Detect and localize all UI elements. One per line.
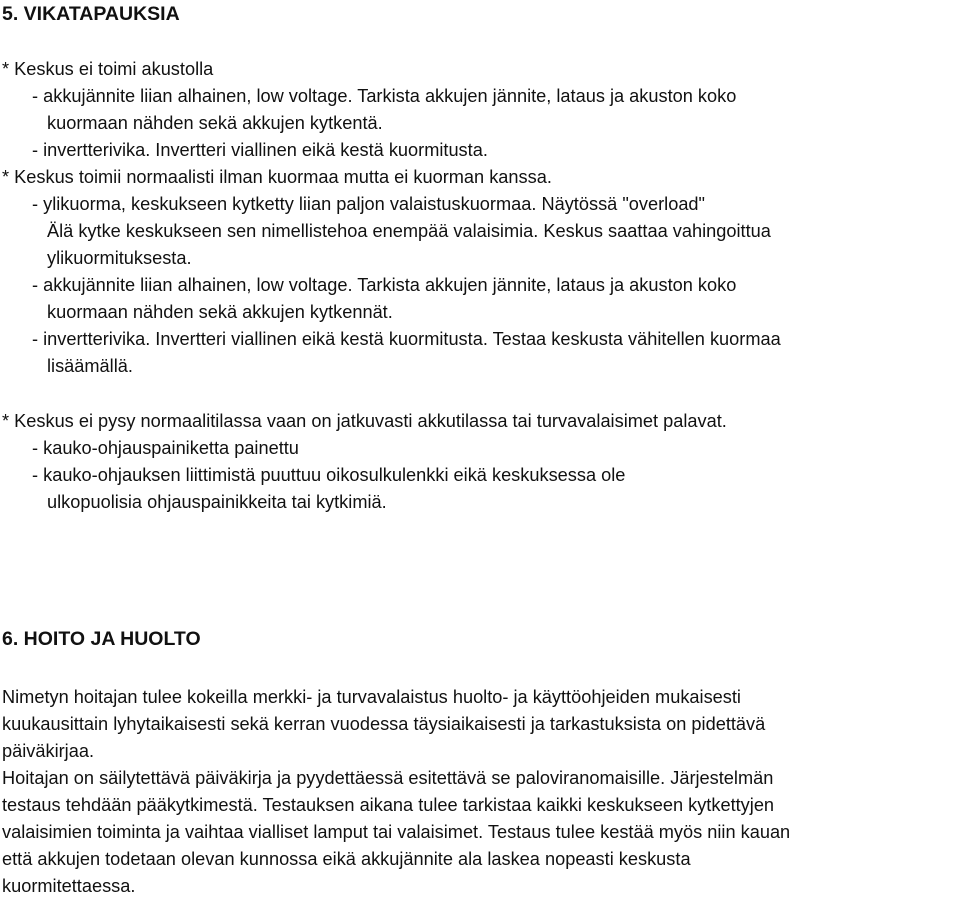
fault-line: - akkujännite liian alhainen, low voltage. Tarkista akkujen jännite, lataus ja akuston koko [32, 86, 737, 106]
maintenance-line: päiväkirjaa. [2, 741, 94, 761]
fault-line: - kauko-ohjauspainiketta painettu [32, 438, 299, 458]
fault-line: ylikuormituksesta. [47, 248, 192, 268]
section-heading-5: 5. VIKATAPAUKSIA [2, 3, 180, 25]
fault-title-1: * Keskus ei toimi akustolla [2, 59, 214, 79]
fault-line: - akkujännite liian alhainen, low voltage. Tarkista akkujen jännite, lataus ja akuston koko [32, 275, 737, 295]
fault-line: - invertterivika. Invertteri viallinen eikä kestä kuormitusta. Testaa keskusta vähitellen kuormaa [32, 329, 781, 349]
maintenance-line: testaus tehdään pääkytkimestä. Testauksen aikana tulee tarkistaa kaikki keskukseen kytkettyjen [2, 795, 775, 815]
fault-line: - kauko-ohjauksen liittimistä puuttuu oikosulkulenkki eikä keskuksessa ole [32, 465, 626, 485]
maintenance-line: Nimetyn hoitajan tulee kokeilla merkki- ja turvavalaistus huolto- ja käyttöohjeiden mukaisesti [2, 687, 741, 707]
maintenance-line: että akkujen todetaan olevan kunnossa eikä akkujännite ala laskea nopeasti keskusta [2, 849, 691, 869]
maintenance-line: valaisimien toiminta ja vaihtaa vialliset lamput tai valaisimet. Testaus tulee kestää myös niin kauan [2, 822, 791, 842]
fault-title-3: * Keskus ei pysy normaalitilassa vaan on jatkuvasti akkutilassa tai turvavalaisimet palavat. [2, 411, 727, 431]
maintenance-line: Hoitajan on säilytettävä päiväkirja ja pyydettäessä esitettävä se paloviranomaisille. Järjestelmän [2, 768, 774, 788]
fault-title-2: * Keskus toimii normaalisti ilman kuormaa mutta ei kuorman kanssa. [2, 167, 552, 187]
fault-line: kuormaan nähden sekä akkujen kytkentä. [47, 113, 383, 133]
fault-line: Älä kytke keskukseen sen nimellistehoa enempää valaisimia. Keskus saattaa vahingoittua [47, 221, 771, 241]
fault-line: lisäämällä. [47, 356, 133, 376]
fault-line: kuormaan nähden sekä akkujen kytkennät. [47, 302, 393, 322]
fault-line: - invertterivika. Invertteri viallinen eikä kestä kuormitusta. [32, 140, 488, 160]
maintenance-line: kuukausittain lyhytaikaisesti sekä kerran vuodessa täysiaikaisesti ja tarkastuksista on pidettävä [2, 714, 766, 734]
fault-line: ulkopuolisia ohjauspainikkeita tai kytkimiä. [47, 492, 387, 512]
section-heading-6: 6. HOITO JA HUOLTO [2, 628, 201, 650]
maintenance-line: kuormitettaessa. [2, 876, 136, 896]
fault-line: - ylikuorma, keskukseen kytketty liian paljon valaistuskuormaa. Näytössä "overload" [32, 194, 706, 214]
